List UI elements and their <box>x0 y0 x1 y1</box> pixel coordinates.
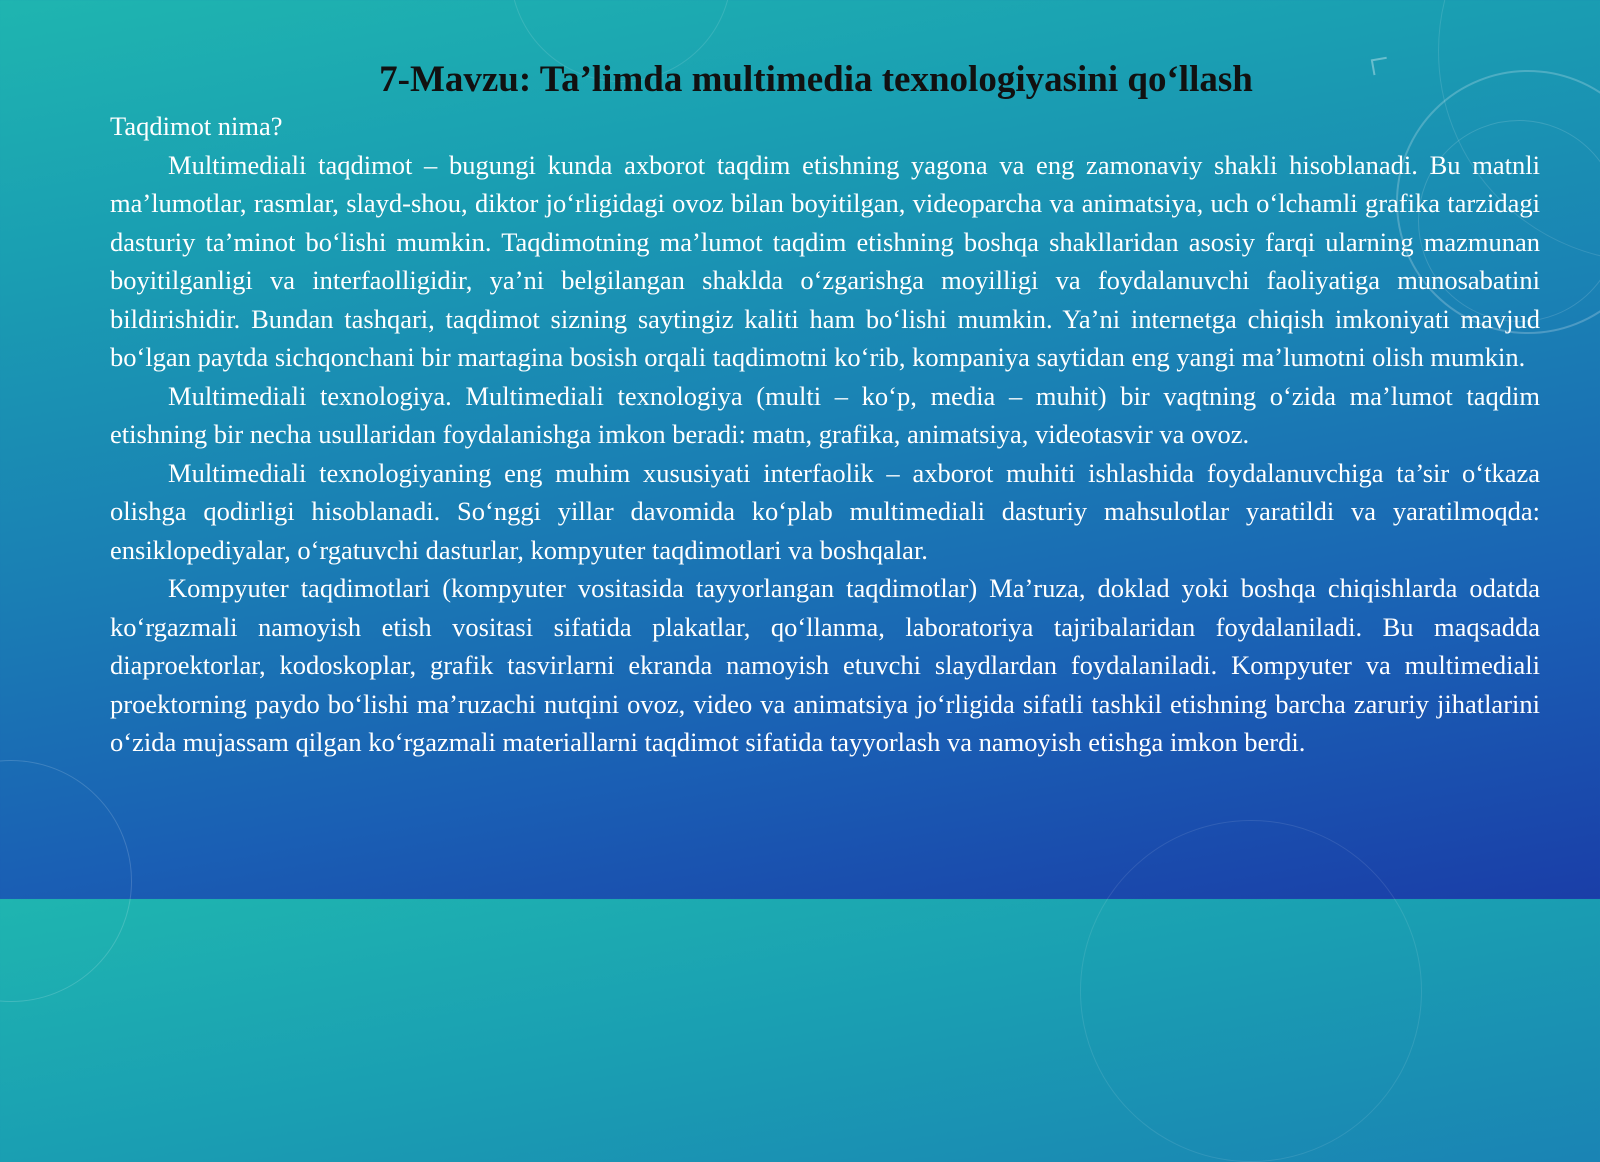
slide-title: 7-Mavzu: Ta’limda multimedia texnologiyasini qo‘llash <box>379 59 1253 100</box>
paragraph-multimedia-presentation: Multimediali taqdimot – bugungi kunda axborot taqdim etishning yagona va eng zamonaviy shakli hisoblanadi. Bu matnli ma’lumotlar, rasmlar, slayd-shou, diktor jo‘rligidagi ovoz bilan boyitilgan, videoparcha va animatsiya, uch o‘lchamli grafika tarzidagi dasturiy ta’minot bo‘lishi mumkin. Taqdimotning ma’lumot taqdim etishning boshqa shakllaridan asosiy farqi ularning mazmunan boyitilganligi va interfaolligidir, ya’ni belgilangan shaklda o‘zgarishga moyilligi va foydalanuvchi faoliyatiga munosabatini bildirishidir. Bundan tashqari, taqdimot sizning saytingiz kaliti ham bo‘lishi mumkin. Ya’ni internetga chiqish imkoniyati mavjud bo‘lgan paytda sichqonchani bir martagina bosish orqali taqdimotni ko‘rib, kompaniya saytidan eng yangi ma’lumotni olish mumkin. <box>110 149 1540 372</box>
paragraph-multimedia-technology: Multimediali texnologiya. Multimediali texnologiya (multi – ko‘p, media – muhit) bir vaqtning o‘zida ma’lumot taqdim etishning bir necha usullaridan foydalanishga imkon beradi: matn, grafika, animatsiya, videotasvir va ovoz. <box>110 380 1540 449</box>
decorative-ring <box>1080 820 1422 1162</box>
decorative-ring <box>0 760 132 1002</box>
paragraph-interactivity: Multimediali texnologiyaning eng muhim xususiyati interfaolik – axborot muhiti ishlashida foydalanuvchiga ta’sir o‘tkaza olishga qodirligi hisoblanadi. So‘nggi yillar davomida ko‘plab multimediali dasturiy mahsulotlar yaratildi va yaratilmoqda: ensiklopediyalar, o‘rgatuvchi dasturlar, kompyuter taqdimotlari va boshqalar. <box>110 457 1540 565</box>
section-question: Taqdimot nima? <box>110 111 283 141</box>
slide-body <box>110 107 1540 762</box>
paragraph-computer-presentations: Kompyuter taqdimotlari (kompyuter vositasida tayyorlangan taqdimotlar) Ma’ruza, doklad yoki boshqa chiqishlarda odatda ko‘rgazmali namoyish etish vositasi sifatida plakatlar, qo‘llanma, laboratoriya tajribalaridan foydalaniladi. Bu maqsadda diaproektorlar, kodoskoplar, grafik tasvirlarni ekranda namoyish etuvchi slaydlardan foydalaniladi. Kompyuter va multimediali proektorning paydo bo‘lishi ma’ruzachi nutqini ovoz, video va animatsiya jo‘rligida sifatli tashkil etishning barcha zaruriy jihatlarini o‘zida mujassam qilgan ko‘rgazmali materiallarni taqdimot sifatida tayyorlash va namoyish etishga imkon berdi. <box>110 573 1540 757</box>
